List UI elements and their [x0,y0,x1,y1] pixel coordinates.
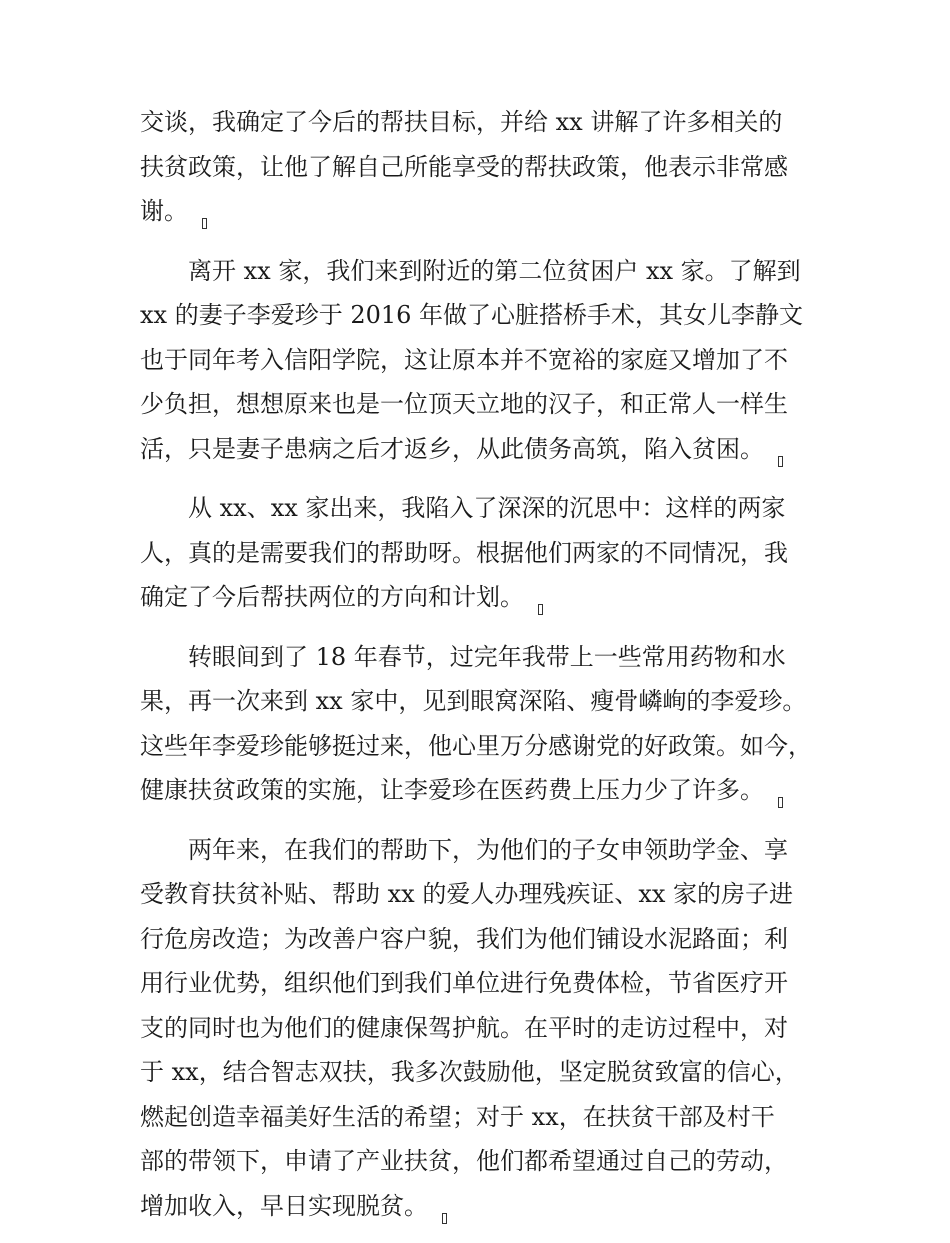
paragraph-4 [140,635,830,813]
text-line: 扶贫政策，让他了解自己所能享受的帮扶政策，他表示非常感 [140,152,788,181]
text-line [140,189,830,234]
paragraph-mark-icon [442,1213,447,1224]
text-line-content: 增加收入，早日实现脱贫。 [140,1191,428,1220]
text-line: 燃起创造幸福美好生活的希望；对于 xx，在扶贫干部及村干 [140,1102,775,1131]
document-body [140,100,830,1243]
paragraph-5 [140,828,830,1229]
text-line: 交谈，我确定了今后的帮扶目标，并给 xx 讲解了许多相关的 [140,108,783,136]
text-line: 从 xx、xx 家出来，我陷入了深深的沉思中：这样的两家 [188,494,786,522]
paragraph-mark-icon [538,604,543,615]
text-line: 部的带领下，申请了产业扶贫，他们都希望通过自己的劳动， [140,1147,788,1175]
paragraph-mark-icon [778,456,783,467]
text-line: 用行业优势，组织他们到我们单位进行免费体检，节省医疗开 [140,969,788,997]
text-line: 也于同年考入信阳学院，这让原本并不宽裕的家庭又增加了不 [140,345,788,374]
paragraph-3 [140,486,830,620]
text-line: xx 的妻子李爱珍于 2016 年做了心脏搭桥手术，其女儿李静文 [140,301,804,329]
text-line [140,427,830,472]
text-line: 受教育扶贫补贴、帮助 xx 的爱人办理残疾证、xx 家的房子进 [140,880,794,908]
paragraph-1 [140,100,830,234]
text-line: 转眼间到了 18 年春节，过完年我带上一些常用药物和水 [188,642,786,671]
text-line: 离开 xx 家，我们来到附近的第二位贫困户 xx 家。了解到 [188,256,801,285]
text-line: 于 xx，结合智志双扶，我多次鼓励他，坚定脱贫致富的信心， [140,1058,799,1086]
text-line-content: 健康扶贫政策的实施，让李爱珍在医药费上压力少了许多。 [140,776,764,804]
paragraph-2 [140,249,830,472]
text-line-content: 谢。 [140,197,188,225]
text-line-content: 活，只是妻子患病之后才返乡，从此债务高筑，陷入贫困。 [140,434,764,463]
text-line: 支的同时也为他们的健康保驾护航。在平时的走访过程中，对 [140,1013,788,1042]
text-line: 这些年李爱珍能够挺过来，他心里万分感谢党的好政策。如今， [140,731,812,760]
text-line: 两年来，在我们的帮助下，为他们的子女申领助学金、享 [188,835,788,864]
text-line [140,575,830,620]
paragraph-mark-icon [778,797,783,808]
text-line [140,768,830,813]
text-line: 人，真的是需要我们的帮助呀。根据他们两家的不同情况，我 [140,538,788,567]
text-line: 行危房改造；为改善户容户貌，我们为他们铺设水泥路面；利 [140,924,788,953]
paragraph-mark-icon [202,218,207,229]
text-line: 果，再一次来到 xx 家中，见到眼窝深陷、瘦骨嶙峋的李爱珍。 [140,687,807,715]
text-line: 少负担，想想原来也是一位顶天立地的汉子，和正常人一样生 [140,390,788,418]
text-line [140,1184,830,1229]
text-line-content: 确定了今后帮扶两位的方向和计划。 [140,583,524,611]
